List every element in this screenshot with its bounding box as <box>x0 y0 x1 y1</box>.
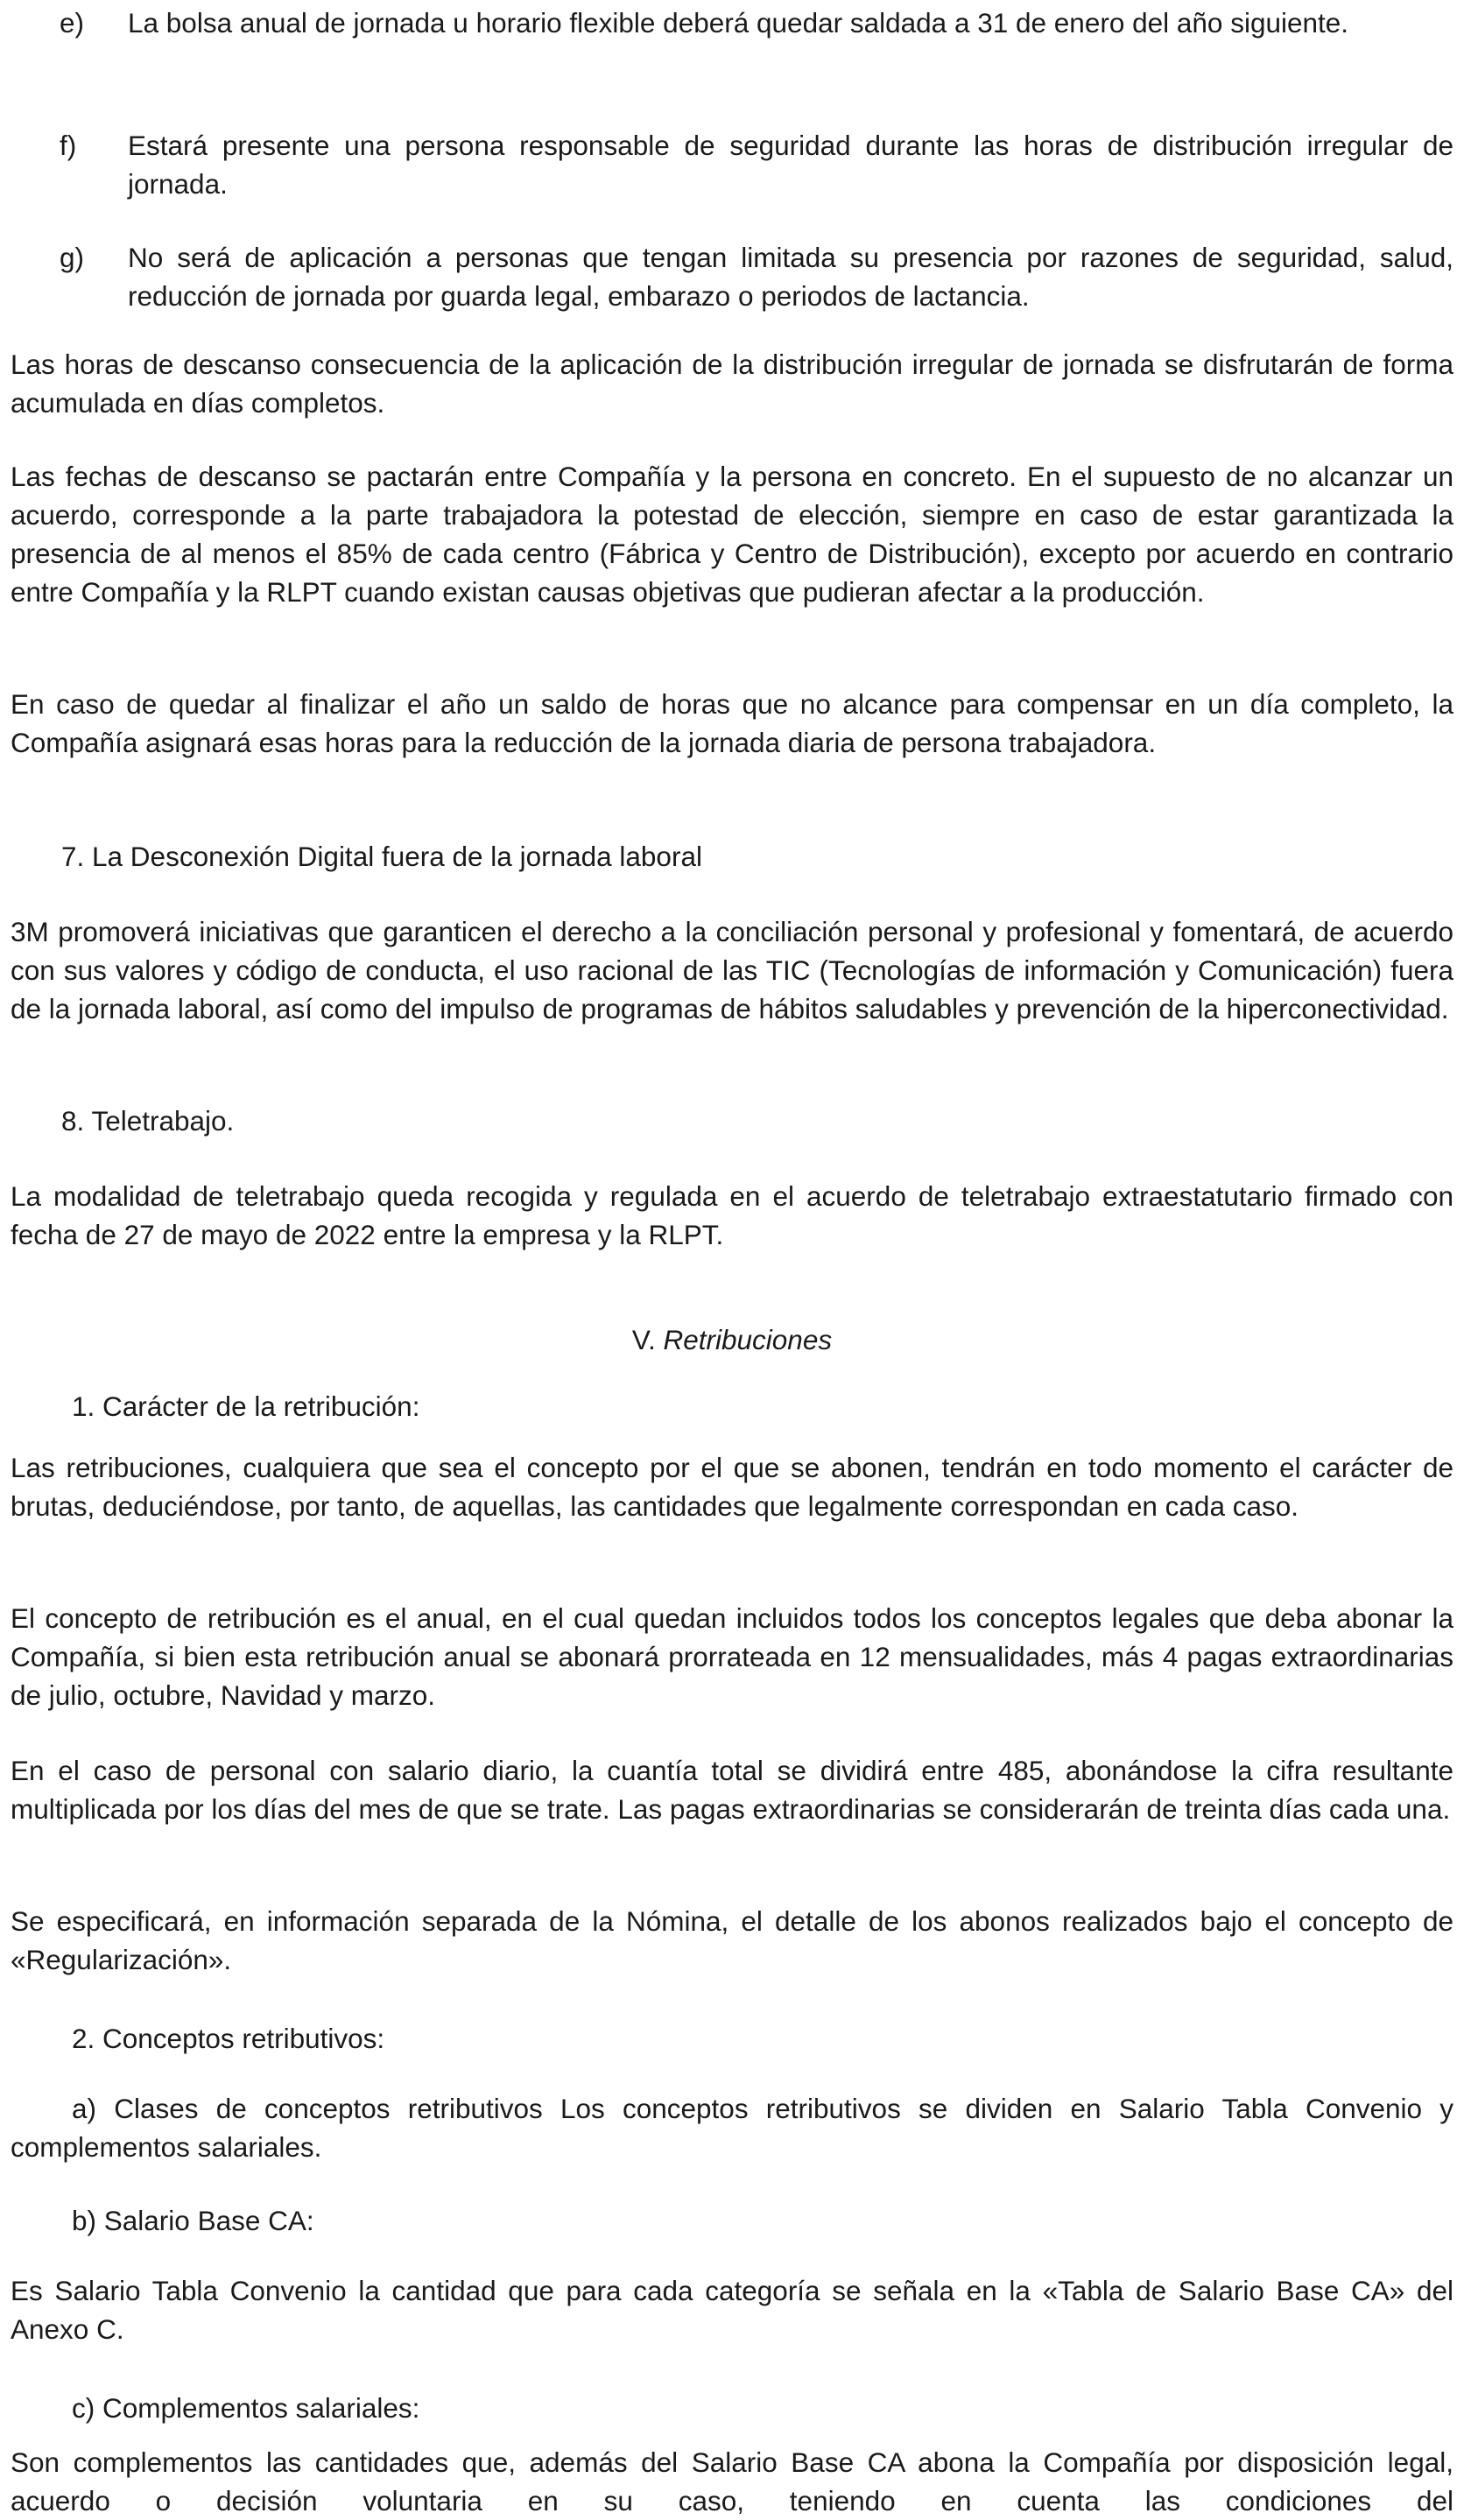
list-item-g <box>11 238 1453 315</box>
list-label: g) <box>60 242 85 273</box>
document-page <box>11 0 1453 2515</box>
section-heading-retribuciones <box>11 1320 1453 1359</box>
paragraph-fechas-descanso: Las fechas de descanso se pactarán entre Compañía y la persona en concreto. En el supuesto de no alcanzar un acuerdo, corresponde a la parte trabajadora la potestad de elección, siempre en caso de estar garantizada la presencia de al menos el 85% de cada centro (Fábrica y Centro de Distribución), excepto por acuerdo en contrario entre Compañía y la RLPT cuando existan causas objetivas que pudieran afectar a la producción. <box>11 461 1453 608</box>
heading-complementos-salariales: c) Complementos salariales: <box>72 2392 420 2424</box>
list-text: La bolsa anual de jornada u horario flexible deberá quedar saldada a 31 de enero del año siguiente. <box>128 7 1349 39</box>
heading-teletrabajo: 8. Teletrabajo. <box>61 1105 235 1137</box>
paragraph-descanso-acumulado: Las horas de descanso consecuencia de la aplicación de la distribución irregular de jornada se disfrutarán de forma acumulada en días completos. <box>11 348 1453 419</box>
list-item-f <box>11 126 1453 203</box>
paragraph-saldo-horas: En caso de quedar al finalizar el año un saldo de horas que no alcance para compensar en un día completo, la Compañía asignará esas horas para la reducción de la jornada diaria de persona trabajadora. <box>11 688 1453 758</box>
list-label: e) <box>60 7 85 39</box>
heading-conceptos-retributivos: 2. Conceptos retributivos: <box>72 2023 385 2054</box>
paragraph-clases-conceptos: a) Clases de conceptos retributivos Los conceptos retributivos se dividen en Salario Tabla Convenio y complementos salariales. <box>11 2093 1453 2163</box>
list-text: Estará presente una persona responsable de seguridad durante las horas de distribución irregular de jornada. <box>128 130 1453 200</box>
paragraph-brutas: Las retribuciones, cualquiera que sea el concepto por el que se abonen, tendrán en todo momento el carácter de brutas, deduciéndose, por tanto, de aquellas, las cantidades que legalmente correspondan en cada caso. <box>11 1452 1453 1522</box>
paragraph-anual: El concepto de retribución es el anual, en el cual quedan incluidos todos los conceptos legales que deba abonar la Compañía, si bien esta retribución anual se abonará prorrateada en 12 mensualidades, más 4 pagas extraordinarias de julio, octubre, Navidad y marzo. <box>11 1602 1453 1711</box>
heading-caracter-retribucion: 1. Carácter de la retribución: <box>72 1390 420 1422</box>
list-label: f) <box>60 130 77 161</box>
paragraph-complementos: Son complementos las cantidades que, además del Salario Base CA abona la Compañía por disposición legal, acuerdo o decisión voluntaria en su caso, teniendo en cuenta las condiciones del <box>11 2446 1453 2516</box>
list-item-e <box>11 4 1453 42</box>
paragraph-salario-tabla: Es Salario Tabla Convenio la cantidad que para cada categoría se señala en la «Tabla de Salario Base CA» del Anexo C. <box>11 2275 1453 2345</box>
heading-salario-base: b) Salario Base CA: <box>72 2205 314 2236</box>
section-title: Retribuciones <box>663 1324 833 1355</box>
paragraph-regularizacion: Se especificará, en información separada de la Nómina, el detalle de los abonos realizados bajo el concepto de «Regularización». <box>11 1905 1453 1975</box>
paragraph-salario-diario: En el caso de personal con salario diario, la cuantía total se dividirá entre 485, abonándose la cifra resultante multiplicada por los días del mes de que se trate. Las pagas extraordinarias se considerarán de treinta días cada una. <box>11 1755 1453 1825</box>
paragraph-desconexion: 3M promoverá iniciativas que garanticen el derecho a la conciliación personal y profesional y fomentará, de acuerdo con sus valores y código de conducta, el uso racional de las TIC (Tecnologías de información y Comunicación) fuera de la jornada laboral, así como del impulso de programas de hábitos saludables y prevención de la hiperconectividad. <box>11 916 1453 1024</box>
heading-desconexion-digital: 7. La Desconexión Digital fuera de la jornada laboral <box>61 841 702 872</box>
list-text: No será de aplicación a personas que tengan limitada su presencia por razones de seguridad, salud, reducción de jornada por guarda legal, embarazo o periodos de lactancia. <box>128 242 1453 312</box>
section-number: V. <box>631 1324 664 1355</box>
paragraph-teletrabajo: La modalidad de teletrabajo queda recogida y regulada en el acuerdo de teletrabajo extraestatutario firmado con fecha de 27 de mayo de 2022 entre la empresa y la RLPT. <box>11 1180 1453 1250</box>
